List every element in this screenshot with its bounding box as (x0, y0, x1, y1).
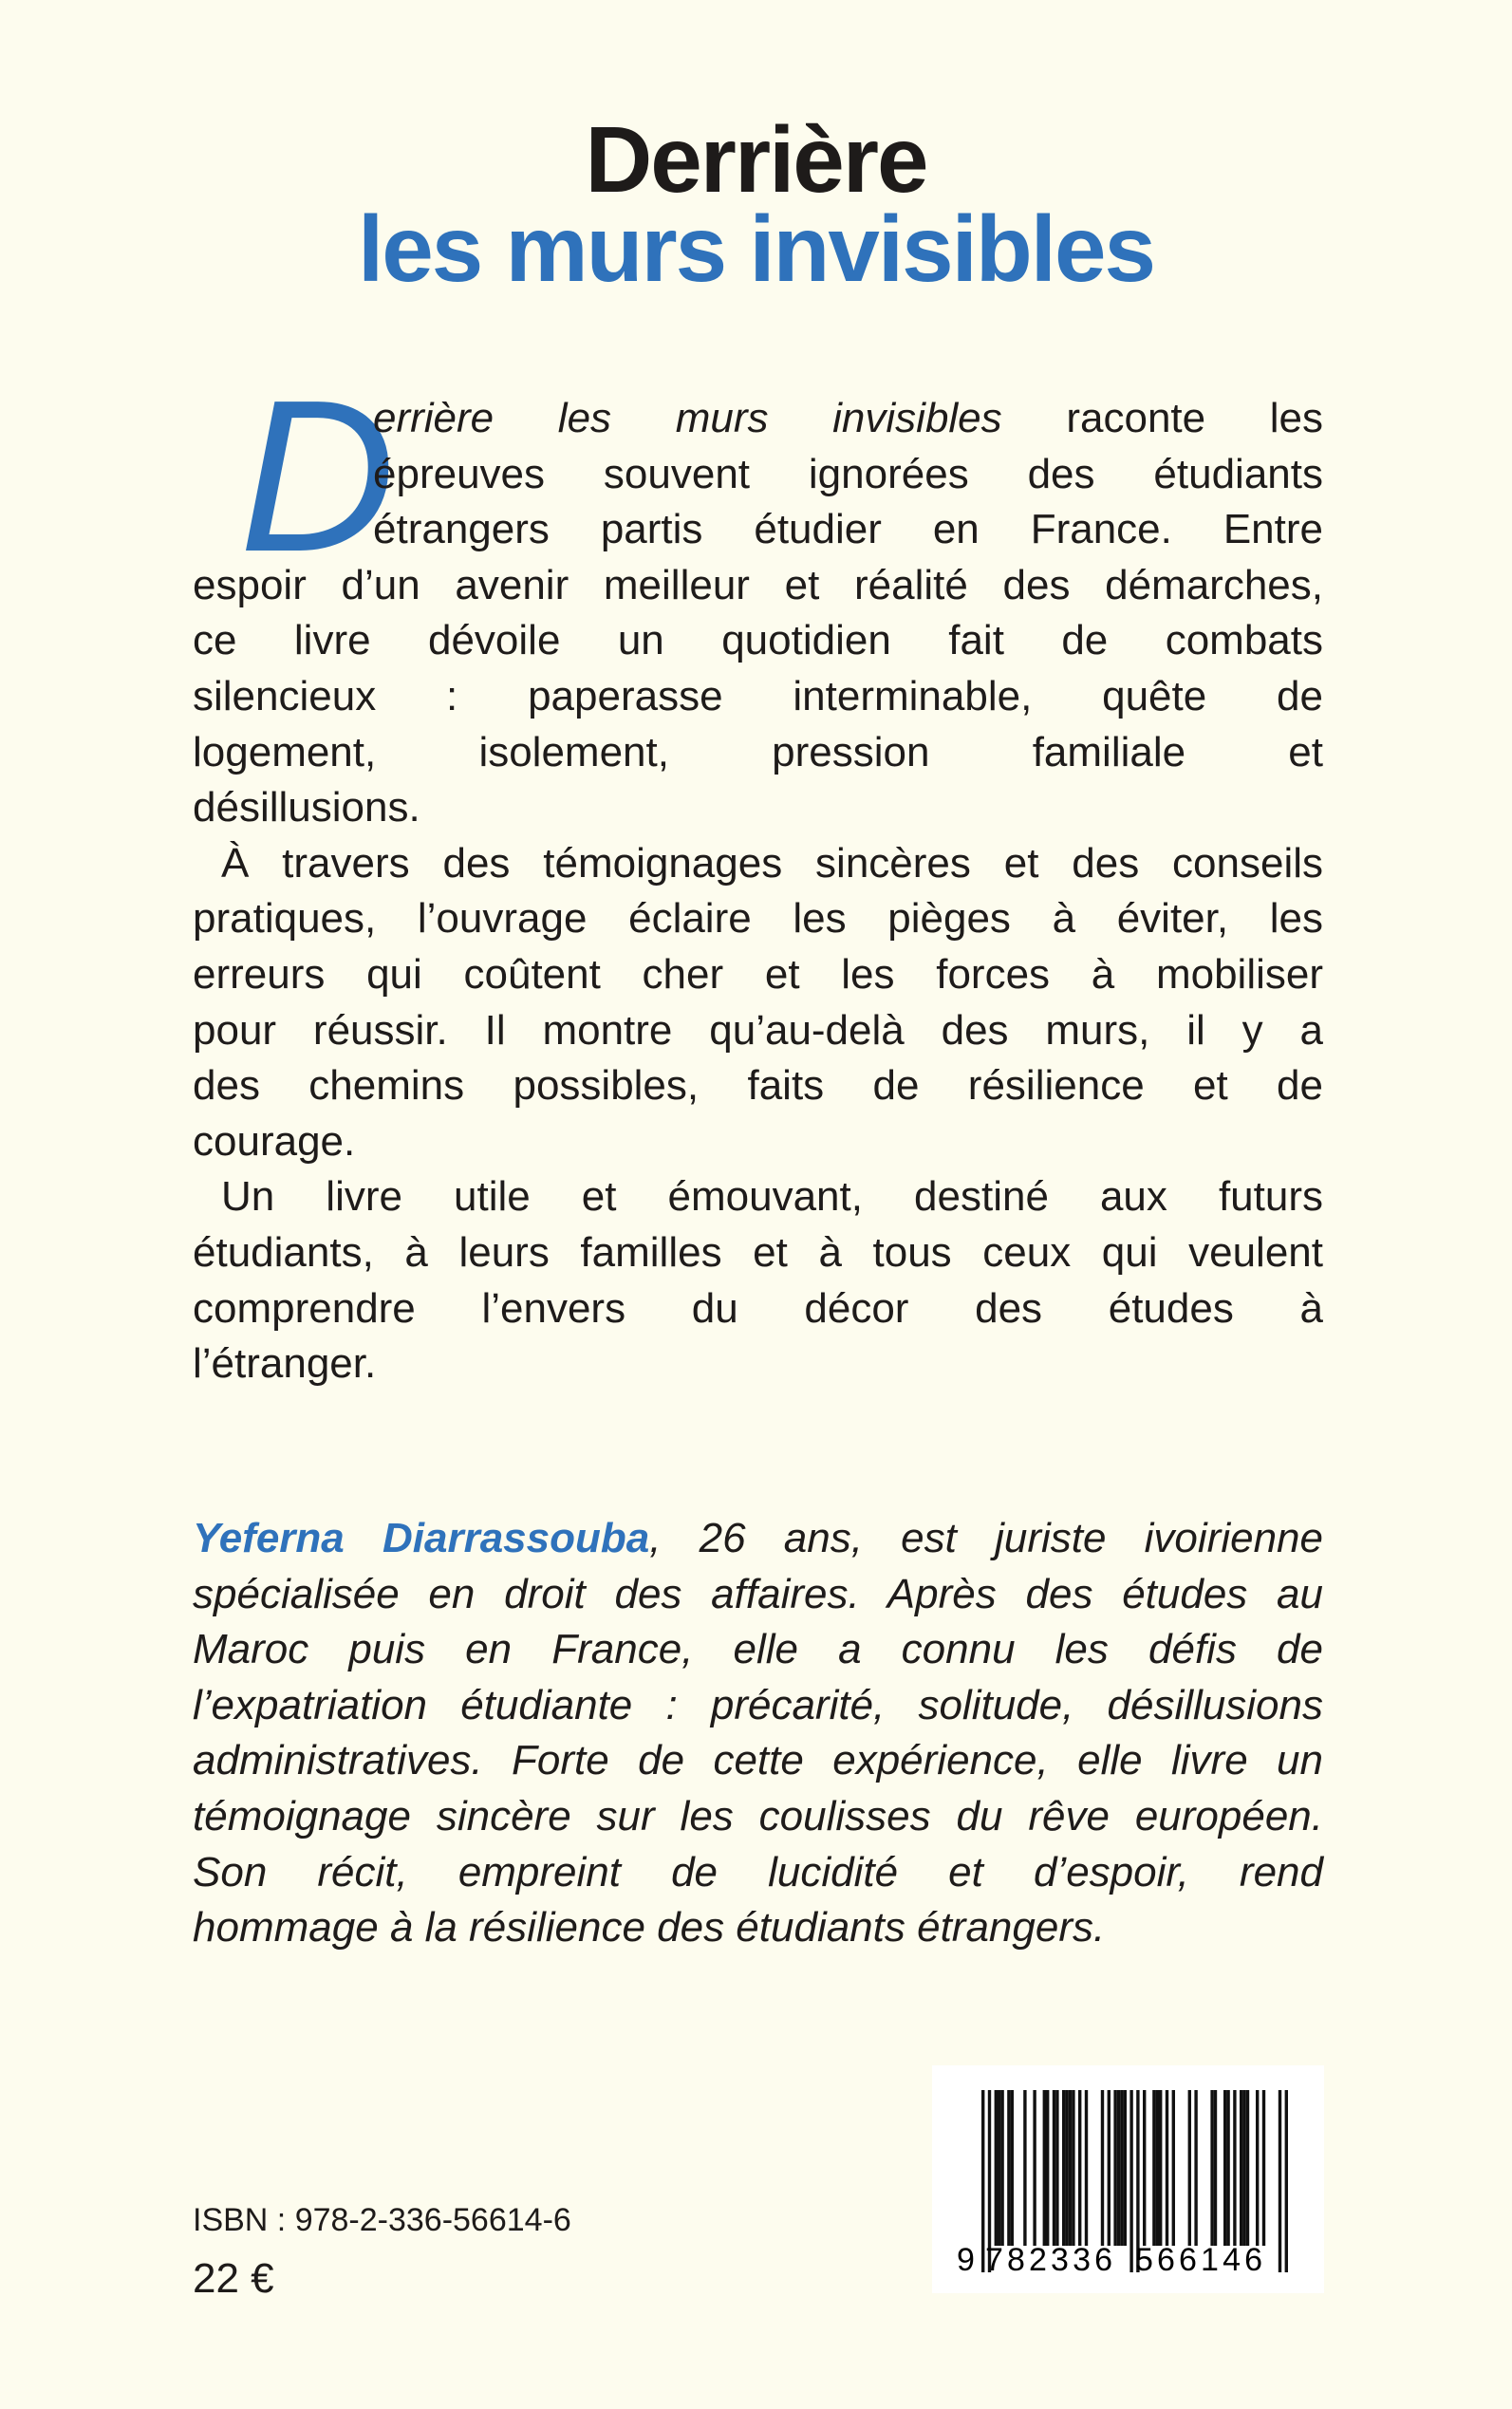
text-line: courage. (193, 1117, 356, 1165)
barcode-bar (998, 2090, 1000, 2246)
barcode-digit-first: 9 (957, 2242, 975, 2278)
paragraph-1 (193, 391, 1323, 1392)
barcode-bar (995, 2090, 998, 2246)
barcode-bar (1188, 2090, 1191, 2246)
barcode-bar (1000, 2090, 1003, 2246)
barcode-bar (1055, 2090, 1058, 2246)
text-fragment: , 26 ans, est juriste ivoirienne (649, 1515, 1323, 1561)
barcode-bar (1120, 2090, 1123, 2246)
title-line-2: les murs invisibles (358, 196, 1154, 301)
barcode-bar (1210, 2090, 1213, 2246)
text-line: Un livre utile et émouvant, destiné aux futurs (221, 1173, 1323, 1221)
text-line: erreurs qui coûtent cher et les forces à mobiliser (193, 950, 1323, 998)
barcode-bar (1246, 2090, 1249, 2246)
barcode (932, 2065, 1324, 2293)
barcode-bar (1113, 2090, 1116, 2246)
drop-cap: D (239, 356, 396, 597)
barcode-bar (1069, 2090, 1072, 2246)
text-line: des chemins possibles, faits de résilience et de (193, 1062, 1323, 1110)
text-line (193, 1511, 1323, 1567)
text-fragment: raconte les (1066, 395, 1324, 441)
text-line: étrangers partis étudier en France. Entre (373, 506, 1323, 553)
text-line: logement, isolement, pression familiale et (193, 728, 1323, 775)
barcode-bar (1223, 2090, 1226, 2246)
author-name: Yeferna Diarrassouba (193, 1515, 650, 1561)
text-line: pratiques, l’ouvrage éclaire les pièges à éviter, les (193, 895, 1323, 943)
barcode-bar (1233, 2090, 1236, 2246)
barcode-bar (1240, 2090, 1242, 2246)
barcode-bar (1152, 2090, 1155, 2246)
barcode-bar (1007, 2090, 1010, 2246)
text-line: hommage à la résilience des étudiants étrangers. (193, 1904, 1106, 1951)
barcode-digits-left: 782336 (985, 2242, 1112, 2278)
text-line: spécialisée en droit des affaires. Après des études au (193, 1570, 1323, 1617)
text-line: désillusions. (193, 784, 420, 831)
barcode-bar (1242, 2090, 1245, 2246)
barcode-bar (1078, 2090, 1081, 2246)
barcode-bar (1214, 2090, 1217, 2246)
book-title-italic: errière les murs invisibles (373, 395, 1002, 441)
barcode-bar (1108, 2090, 1111, 2246)
barcode-bar (1256, 2090, 1259, 2246)
barcode-bar (1033, 2090, 1036, 2246)
barcode-bar (1172, 2090, 1175, 2246)
text-line (193, 391, 1323, 447)
text-line: administratives. Forte de cette expérience, elle livre un (193, 1737, 1323, 1784)
barcode-bar (981, 2090, 984, 2272)
barcode-bar (1279, 2090, 1281, 2272)
barcode-bar (1226, 2090, 1229, 2246)
barcode-bar (1143, 2090, 1146, 2246)
barcode-bar (1156, 2090, 1159, 2246)
barcode-bar (1166, 2090, 1168, 2246)
title-line-1: Derrière (585, 107, 927, 212)
barcode-bar (1043, 2090, 1046, 2246)
text-line: pour réussir. Il montre qu’au-delà des murs, il y a (193, 1006, 1323, 1054)
barcode-bar (1062, 2090, 1065, 2246)
barcode-bar (1101, 2090, 1104, 2246)
barcode-bar (1011, 2090, 1014, 2246)
barcode-bar (1085, 2090, 1088, 2246)
text-line: À travers des témoignages sincères et des conseils (221, 839, 1323, 887)
barcode-digits-right: 566146 (1135, 2242, 1262, 2278)
barcode-bar (1117, 2090, 1120, 2246)
text-line: témoignage sincère sur les coulisses du rêve européen. (193, 1792, 1323, 1839)
barcode-bar (1285, 2090, 1288, 2272)
text-line: espoir d’un avenir meilleur et réalité des démarches, (193, 561, 1323, 608)
barcode-bar (1053, 2090, 1055, 2246)
barcode-bar (1065, 2090, 1068, 2246)
author-bio (193, 1511, 1323, 1956)
price: 22 € (193, 2255, 274, 2302)
isbn: ISBN : 978-2-336-56614-6 (193, 2202, 571, 2238)
barcode-bar (1046, 2090, 1049, 2246)
text-line: Son récit, empreint de lucidité et d’espoir, rend (193, 1848, 1323, 1895)
text-line: épreuves souvent ignorées des étudiants (373, 450, 1323, 497)
text-line: étudiants, à leurs familles et à tous ceux qui veulent (193, 1228, 1323, 1276)
barcode-bar (1129, 2090, 1132, 2272)
barcode-bar (1159, 2090, 1162, 2246)
text-line: ce livre dévoile un quotidien fait de combats (193, 617, 1323, 664)
text-line: l’étranger. (193, 1340, 377, 1388)
barcode-bar (1072, 2090, 1074, 2246)
barcode-graphic (932, 2065, 1324, 2293)
text-line: l’expatriation étudiante : précarité, solitude, désillusions (193, 1681, 1323, 1728)
text-line: Maroc puis en France, elle a connu les défis de (193, 1626, 1323, 1673)
barcode-bar (1124, 2090, 1127, 2246)
barcode-bar (1023, 2090, 1026, 2246)
text-line: comprendre l’envers du décor des études à (193, 1284, 1323, 1332)
text-line: silencieux : paperasse interminable, quête de (193, 672, 1323, 719)
barcode-bar (1194, 2090, 1197, 2246)
barcode-bar (1262, 2090, 1265, 2246)
